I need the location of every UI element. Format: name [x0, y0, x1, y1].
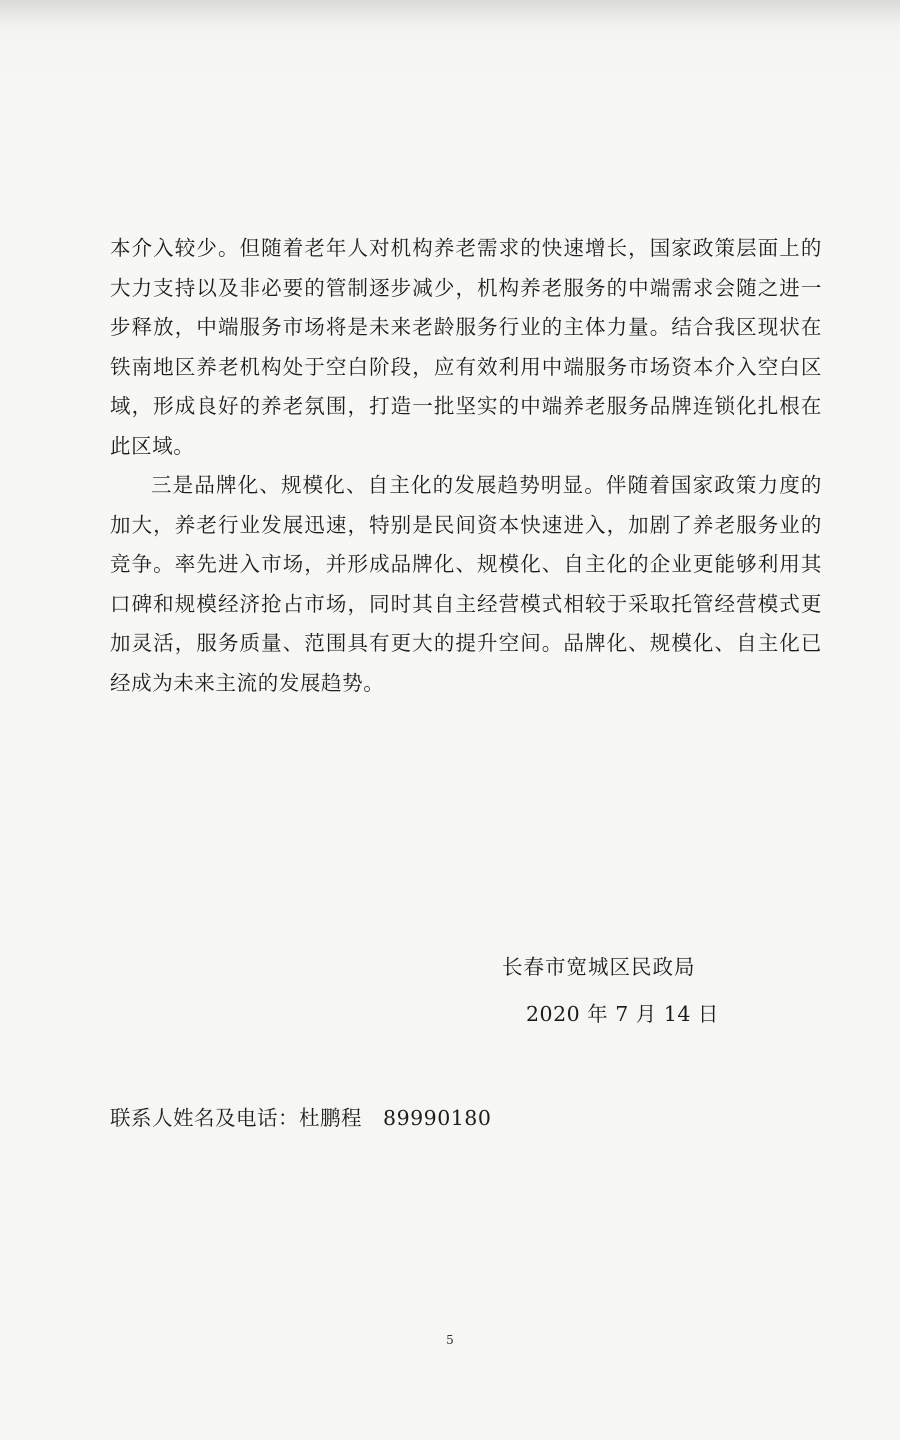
paragraph-third-point: 三是品牌化、规模化、自主化的发展趋势明显。伴随着国家政策力度的加大，养老行业发展迅速，特别是民间资本快速进入，加剧了养老服务业的竞争。率先进入市场，并形成品牌化、规模化、自主化的企业更能够利用其口碑和规模经济抢占市场，同时其自主经营模式相较于采取托管经营模式更加灵活，服务质量、范围具有更大的提升空间。品牌化、规模化、自主化已经成为未来主流的发展趋势。: [110, 473, 822, 695]
contact-info: 联系人姓名及电话：杜鹏程 89990180: [110, 1106, 492, 1130]
page-number: 5: [446, 1333, 454, 1347]
signature-organization: 长春市宽城区民政局: [502, 955, 696, 979]
document-body: [110, 229, 822, 703]
signature-date: 2020 年 7 月 14 日: [526, 1002, 719, 1026]
scan-edge-shading: [0, 0, 900, 26]
paragraph-continued: 本介入较少。但随着老年人对机构养老需求的快速增长，国家政策层面上的大力支持以及非必要的管制逐步减少，机构养老服务的中端需求会随之进一步释放，中端服务市场将是未来老龄服务行业的主体力量。结合我区现状在铁南地区养老机构处于空白阶段，应有效利用中端服务市场资本介入空白区域，形成良好的养老氛围，打造一批坚实的中端养老服务品牌连锁化扎根在此区域。: [110, 236, 822, 458]
